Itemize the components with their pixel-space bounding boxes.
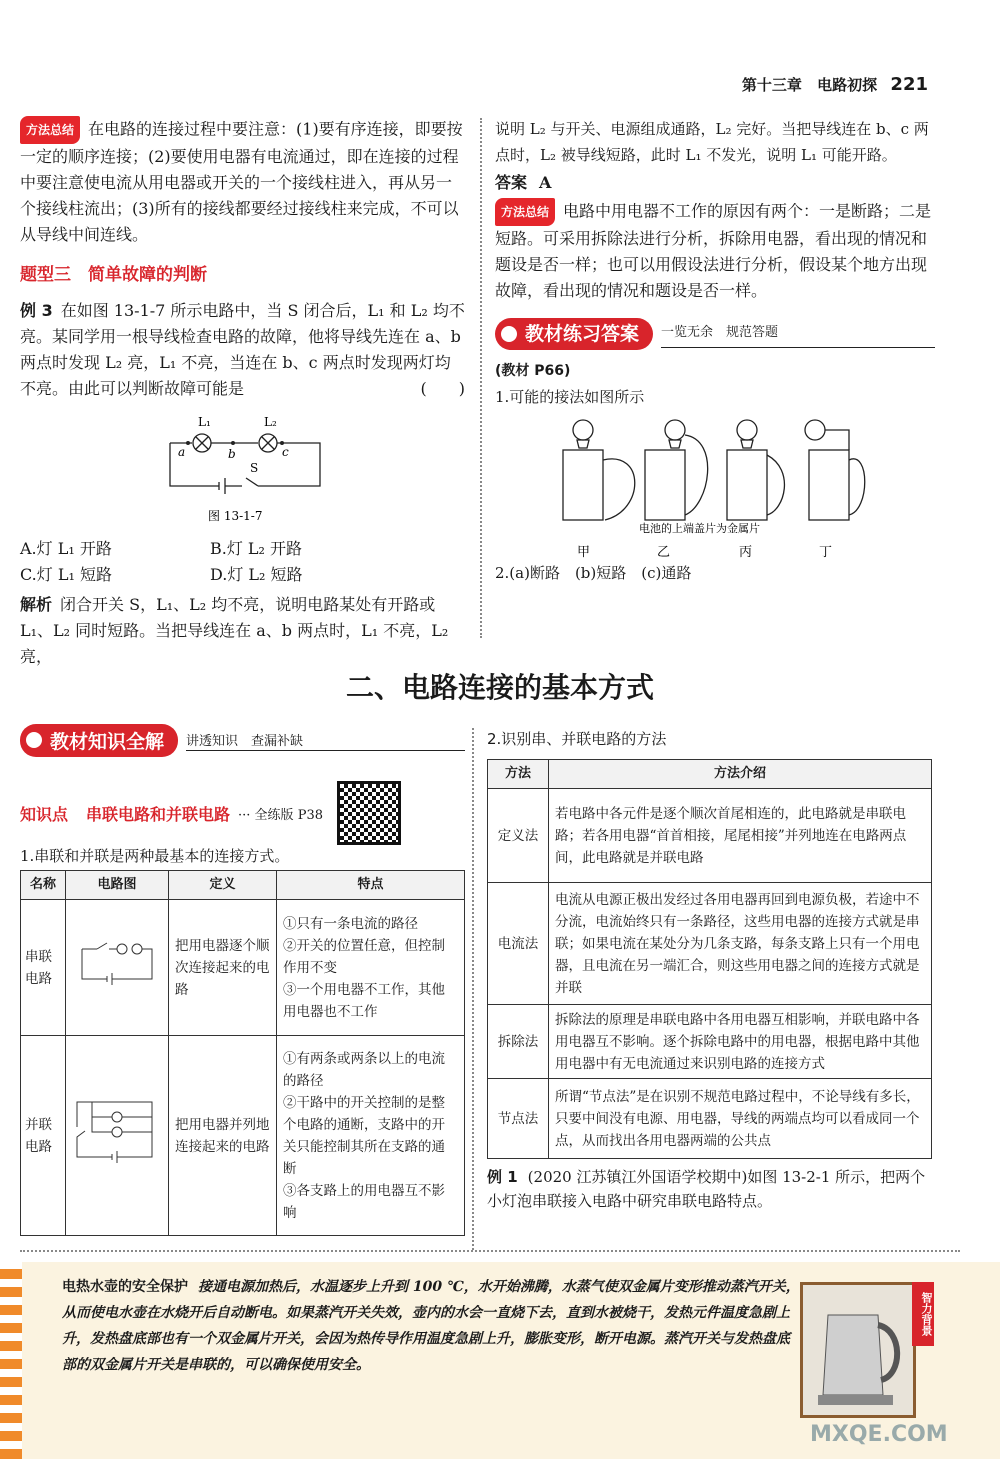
- method-name: 定义法: [488, 789, 549, 883]
- example-label: 例 3: [20, 301, 53, 320]
- method-text-2: 电路中用电器不工作的原因有两个：一是断路；二是短路。可采用拆除法进行分析，拆除用电器，看出现的情况和题设是否一样；也可以用假设法进行分析，假设某个地方出现故障，看出现的情况和题设是否一样。: [495, 201, 932, 300]
- row-definition: 把用电器逐个顺次连接起来的电路: [169, 900, 277, 1036]
- method-text: 在电路的连接过程中要注意：(1)要有序连接，即要按一定的顺序连接；(2)要使用电器有电流通过，即在连接的过程中要注意使电流从用电器或开关的一个接线柱进入，再从另一个接线柱流出；(3)所有的接线都要经过接线柱来完成，不可以从导线中间连线。: [20, 119, 463, 244]
- method-badge-2: 方法总结: [495, 198, 555, 226]
- answer-blank: ( ): [420, 379, 465, 398]
- method-summary-2: [495, 198, 935, 304]
- kp-label: 知识点: [20, 804, 69, 824]
- figure-note: 电池的上端盖片为金属片: [639, 522, 760, 535]
- analysis: [20, 592, 465, 670]
- table-row: [488, 1079, 932, 1159]
- example-1-label: 例 1: [487, 1168, 518, 1186]
- right-top-column: [495, 116, 935, 586]
- method-desc: 所谓“节点法”是在识别不规范电路过程中，不论导线有多长，只要中间没有电源、用电器，导线的两端点均可以看成同一个点，从而找出各用电器两端的公共点: [549, 1079, 932, 1159]
- fig-label-ding: 丁: [819, 545, 833, 560]
- kettle-title: 电热水壶的安全保护: [62, 1279, 188, 1295]
- kettle-image: [800, 1282, 916, 1418]
- th-name: 名称: [21, 871, 66, 900]
- page-header: [742, 74, 928, 95]
- knowledge-banner: [20, 724, 465, 757]
- series-circuit-icon: [67, 929, 167, 999]
- option-d: D.灯 L₂ 短路: [210, 565, 303, 584]
- method-summary: [20, 116, 465, 248]
- option-a: A.灯 L₁ 开路: [20, 539, 112, 558]
- fig-label-bing: 丙: [739, 545, 753, 560]
- parallel-circuit-icon: [67, 1087, 167, 1177]
- background-knowledge-box: [0, 1262, 1000, 1459]
- decorative-strip: [0, 1262, 22, 1459]
- textbook-ref: (教材 P66): [495, 363, 571, 379]
- kp-title: 串联电路和并联电路: [86, 804, 231, 824]
- knowledge-point: [20, 781, 465, 845]
- circuit-figure: [20, 408, 465, 528]
- answer-label: 答案: [495, 173, 528, 192]
- method-desc: 拆除法的原理是串联电路中各用电器互相影响，并联电路中各用电器互不影响。逐个拆除电路中的用电器，根据电路中其他用电器中有无电流通过来识别电路的连接方式: [549, 1005, 932, 1079]
- example-1: [487, 1165, 932, 1213]
- kp-ref: ··· 全练版 P38: [238, 807, 323, 823]
- kettle-text: [62, 1274, 802, 1378]
- th-definition: 定义: [169, 871, 277, 900]
- label-S: S: [250, 461, 259, 475]
- watermark: MXQE.COM: [810, 1422, 948, 1447]
- analysis-continued: 说明 L₂ 与开关、电源组成通路，L₂ 完好。当把导线连在 b、c 两点时，L₂ 被导线短路，此时 L₁ 不发光，说明 L₁ 可能开路。: [495, 120, 929, 164]
- table-row: [488, 1005, 932, 1079]
- left-top-column: [20, 116, 465, 670]
- section-label: 电路初探: [817, 76, 878, 94]
- option-b: B.灯 L₂ 开路: [210, 539, 303, 558]
- th-method: 方法: [488, 760, 549, 789]
- method-name: 节点法: [488, 1079, 549, 1159]
- example-text: 在如图 13-1-7 所示电路中，当 S 闭合后，L₁ 和 L₂ 均不亮。某同学用一根导线检查电路的故障，他将导线先连在 a、b 两点时发现 L₂ 亮，L₁ 不亮，当连在 b、c 两点时发现两灯均不亮。由此可以判断故障可能是: [20, 301, 465, 398]
- column-divider-bottom: [472, 728, 474, 1250]
- th-features: 特点: [277, 871, 465, 900]
- row-features: ①只有一条电流的路径 ②开关的位置任意，但控制作用不变 ③一个用电器不工作，其他用电器也不工作: [277, 900, 465, 1036]
- intro: 1.串联和并联是两种最基本的连接方式。: [20, 847, 290, 865]
- answer-value: A: [539, 173, 552, 192]
- type-title: 题型三 简单故障的判断: [20, 265, 207, 285]
- row-name: 并联电路: [21, 1036, 66, 1236]
- table-row: [21, 900, 465, 1036]
- chapter-label: 第十三章: [741, 76, 802, 94]
- method-name: 拆除法: [488, 1005, 549, 1079]
- identify-title: 2.识别串、并联电路的方法: [487, 730, 667, 748]
- example-1-text: (2020 江苏镇江外国语学校期中)如图 13-2-1 所示，把两个小灯泡串联接入电路中研究串联电路特点。: [487, 1168, 926, 1210]
- section-title: 二、电路连接的基本方式: [345, 671, 654, 704]
- parallel-diagram: [66, 1036, 169, 1236]
- option-c: C.灯 L₁ 短路: [20, 565, 112, 584]
- side-tag: 智力背景: [912, 1282, 934, 1346]
- knowledge-banner-sub: 讲透知识 查漏补缺: [186, 730, 465, 751]
- row-features: ①有两条或两条以上的电流的路径 ②干路中的开关控制的是整个电路的通断，支路中的开关只能控制其所在支路的通断 ③各支路上的用电器互不影响: [277, 1036, 465, 1236]
- options: [20, 536, 465, 588]
- th-diagram: 电路图: [66, 871, 169, 900]
- figure-caption: 图 13-1-7: [208, 509, 263, 523]
- bottom-divider: [20, 1250, 960, 1252]
- page-number: 221: [890, 74, 928, 95]
- label-L1: L₁: [198, 415, 211, 429]
- exercise-banner-tag: 教材练习答案: [495, 318, 653, 350]
- row-name: 串联电路: [21, 900, 66, 1036]
- qr-code-icon[interactable]: [337, 781, 401, 845]
- table-row: [488, 883, 932, 1005]
- method-name: 电流法: [488, 883, 549, 1005]
- series-diagram: [66, 900, 169, 1036]
- knowledge-banner-tag: 教材知识全解: [20, 724, 178, 757]
- method-desc: 若电路中各元件是逐个顺次首尾相连的，此电路就是串联电路；若各用电器“首首相接，尾尾相接”并列地连在电路两点间，此电路就是并联电路: [549, 789, 932, 883]
- row-definition: 把用电器并列地连接起来的电路: [169, 1036, 277, 1236]
- table-row: [21, 1036, 465, 1236]
- label-b: b: [228, 447, 236, 461]
- methods-table: [487, 759, 932, 1159]
- series-parallel-table: [20, 870, 465, 1236]
- fig-label-yi: 乙: [657, 545, 671, 560]
- analysis-text: 闭合开关 S，L₁、L₂ 均不亮，说明电路某处有开路或 L₁、L₂ 同时短路。当把导线连在 a、b 两点时，L₁ 不亮，L₂ 亮，: [20, 595, 449, 666]
- fig-label-jia: 甲: [577, 545, 591, 560]
- column-divider-top: [480, 118, 482, 638]
- method-badge: 方法总结: [20, 116, 80, 144]
- table-row: [488, 789, 932, 883]
- battery-figure: [495, 410, 935, 560]
- q1: 1.可能的接法如图所示: [495, 388, 645, 406]
- label-a: a: [178, 445, 186, 459]
- q2: 2.(a)断路 (b)短路 (c)通路: [495, 564, 692, 582]
- kettle-body: 接通电源加热后，水温逐步上升到 100 ℃，水开始沸腾，水蒸气使双金属片变形推动蒸汽开关，从而使电水壶在水烧开后自动断电。如果蒸汽开关失效，壶内的水会一直烧下去，直到水被烧干，发热元件温度急剧上升，发热盘底部也有一个双金属片开关，会因为热传导作用温度急剧上升，膨胀变形，断开电源。蒸汽开关与发热盘底部的双金属片开关是串联的，可以确保使用安全。: [62, 1279, 800, 1373]
- label-L2: L₂: [264, 415, 277, 429]
- th-method-desc: 方法介绍: [549, 760, 932, 789]
- exercise-banner: [495, 318, 935, 350]
- label-c: c: [282, 445, 289, 459]
- right-bottom-column: [487, 728, 932, 1213]
- method-desc: 电流从电源正极出发经过各用电器再回到电源负极，若途中不分流，电流始终只有一条路径，这些用电器的连接方式就是串联；如果电流在某处分为几条支路，每条支路上只有一个用电器，且电流在另一端汇合，则这些用电器之间的连接方式就是并联: [549, 883, 932, 1005]
- kettle-icon: [803, 1285, 913, 1415]
- answer: [495, 170, 935, 196]
- example-3: [20, 298, 465, 402]
- left-bottom-column: [20, 724, 465, 1236]
- exercise-banner-sub: 一览无余 规范答题: [661, 320, 935, 348]
- analysis-label: 解析: [20, 595, 53, 614]
